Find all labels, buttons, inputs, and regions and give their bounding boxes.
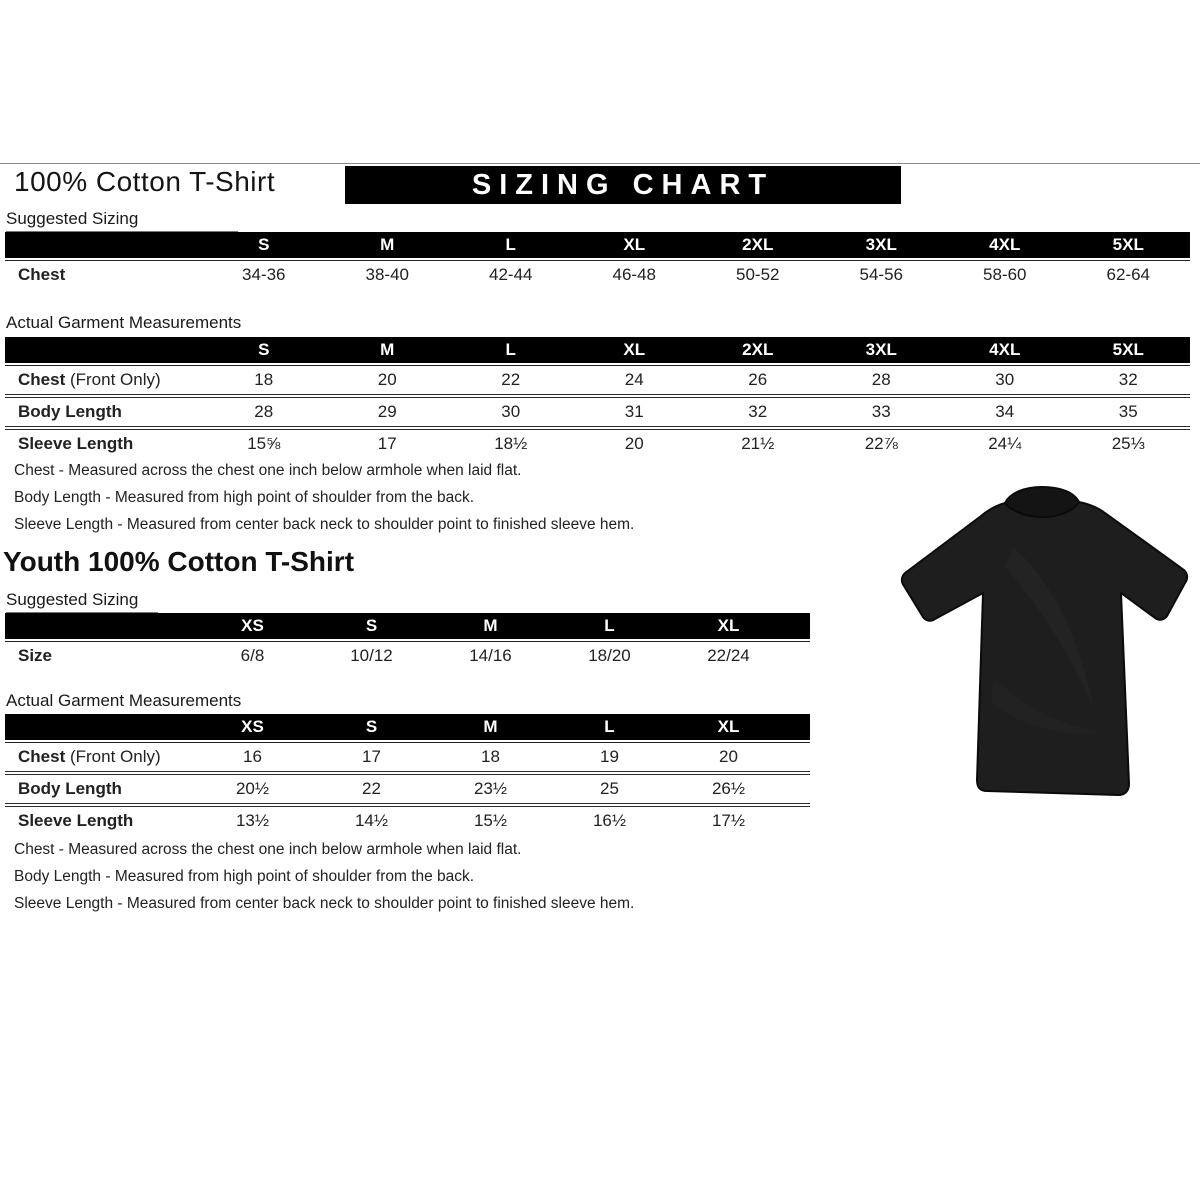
- column-header: L: [604, 616, 615, 635]
- table-cell: 33: [871, 402, 891, 421]
- table-cell: 30: [995, 370, 1015, 389]
- table-cell: 54-56: [859, 265, 903, 284]
- row-label: Body Length: [18, 779, 122, 798]
- table-cell: 23½: [473, 779, 508, 798]
- adult-actual-measurements-label: Actual Garment Measurements: [6, 313, 242, 332]
- youth-measurement-notes: [14, 841, 634, 922]
- table-cell: 34: [995, 402, 1015, 421]
- column-header: M: [483, 616, 498, 635]
- table-cell: 10/12: [350, 646, 393, 665]
- table-cell: 24¼: [988, 434, 1022, 453]
- adult-measurement-notes: [14, 462, 634, 543]
- table-row: [5, 807, 810, 835]
- table-cell: 17½: [711, 811, 746, 830]
- table-cell: 14/16: [469, 646, 512, 665]
- table-cell: 15½: [473, 811, 508, 830]
- table-header-row: [5, 714, 810, 740]
- table-body: [5, 641, 810, 670]
- table-cell: 16: [243, 747, 262, 766]
- table-cell: 22⅞: [864, 434, 898, 453]
- youth-suggested-sizing-label: Suggested Sizing: [6, 590, 158, 613]
- column-header: S: [258, 235, 270, 254]
- column-header: 5XL: [1112, 235, 1144, 254]
- table-cell: 31: [624, 402, 644, 421]
- adult-suggested-sizing-table: [5, 232, 1190, 289]
- column-header: L: [505, 235, 516, 254]
- table-cell: 62-64: [1106, 265, 1150, 284]
- page-title: 100% Cotton T-Shirt: [14, 166, 276, 197]
- column-header: 2XL: [742, 235, 774, 254]
- column-header: 2XL: [742, 340, 774, 359]
- table-cell: 18/20: [588, 646, 631, 665]
- row-label: Sleeve Length: [18, 811, 134, 830]
- top-divider-line: [0, 163, 1200, 164]
- table-row: [5, 775, 810, 807]
- measurement-note: Sleeve Length - Measured from center back neck to shoulder point to finished sleeve hem.: [14, 516, 635, 533]
- table-cell: 14½: [354, 811, 389, 830]
- table-cell: 6/8: [240, 646, 265, 665]
- youth-section-title: Youth 100% Cotton T-Shirt: [3, 546, 355, 577]
- table-header-row: [5, 613, 810, 639]
- table-cell: 18: [481, 747, 500, 766]
- column-header: S: [365, 717, 378, 736]
- column-header: S: [258, 340, 270, 359]
- table-cell: 22: [501, 370, 521, 389]
- column-header: 3XL: [865, 340, 897, 359]
- table-cell: 32: [748, 402, 768, 421]
- column-header: XL: [623, 235, 646, 254]
- adult-suggested-sizing-label: Suggested Sizing: [6, 209, 238, 232]
- row-label: Sleeve Length: [18, 434, 134, 453]
- table-cell: 15⅝: [247, 434, 281, 453]
- row-label: Size: [18, 646, 53, 665]
- table-cell: 46-48: [612, 265, 656, 284]
- tshirt-photo: [893, 477, 1195, 809]
- table-cell: 25⅓: [1111, 434, 1145, 453]
- measurement-note: Body Length - Measured from high point of shoulder from the back.: [14, 489, 475, 506]
- table-row: [5, 366, 1190, 398]
- column-header: 5XL: [1112, 340, 1144, 359]
- table-cell: 20: [377, 370, 397, 389]
- column-header: S: [365, 616, 378, 635]
- column-header: XL: [623, 340, 646, 359]
- table-cell: 21½: [741, 434, 775, 453]
- table-cell: 13½: [235, 811, 270, 830]
- table-body: [5, 742, 810, 835]
- table-cell: 30: [501, 402, 521, 421]
- column-header: 3XL: [865, 235, 897, 254]
- table-cell: 18½: [494, 434, 528, 453]
- table-cell: 35: [1118, 402, 1138, 421]
- table-cell: 18: [254, 370, 274, 389]
- column-header: L: [604, 717, 615, 736]
- table-body: [5, 260, 1190, 289]
- table-cell: 29: [377, 402, 397, 421]
- measurement-note: Chest - Measured across the chest one inch below armhole when laid flat.: [14, 462, 522, 479]
- table-row: [5, 430, 1190, 458]
- column-header: XL: [717, 616, 740, 635]
- youth-suggested-sizing-table: [5, 613, 810, 670]
- adult-actual-measurements-table: [5, 337, 1190, 458]
- table-cell: 28: [254, 402, 274, 421]
- table-cell: 28: [871, 370, 891, 389]
- table-cell: 17: [377, 434, 397, 453]
- table-cell: 58-60: [983, 265, 1027, 284]
- table-body: [5, 365, 1190, 458]
- sizing-chart-banner: [345, 166, 901, 204]
- row-label: Chest: [18, 265, 66, 284]
- table-row: [5, 642, 810, 670]
- table-header-row: [5, 337, 1190, 363]
- table-header-row: [5, 232, 1190, 258]
- table-cell: 22: [362, 779, 381, 798]
- table-cell: 25: [600, 779, 619, 798]
- measurement-note: Chest - Measured across the chest one inch below armhole when laid flat.: [14, 841, 522, 858]
- measurement-note: Sleeve Length - Measured from center back neck to shoulder point to finished sleeve hem.: [14, 895, 635, 912]
- table-cell: 32: [1118, 370, 1138, 389]
- column-header: 4XL: [989, 235, 1021, 254]
- table-cell: 24: [624, 370, 644, 389]
- table-cell: 20: [624, 434, 644, 453]
- youth-actual-measurements-table: [5, 714, 810, 835]
- column-header: XS: [241, 717, 264, 736]
- table-cell: 20½: [235, 779, 270, 798]
- column-header: XL: [717, 717, 740, 736]
- row-label: Chest (Front Only): [18, 370, 161, 389]
- youth-actual-measurements-label: Actual Garment Measurements: [6, 691, 242, 710]
- column-header: M: [483, 717, 498, 736]
- tshirt-body-shape: [902, 502, 1187, 795]
- table-cell: 26½: [711, 779, 746, 798]
- column-header: XS: [241, 616, 264, 635]
- table-row: [5, 743, 810, 775]
- table-cell: 50-52: [736, 265, 780, 284]
- table-cell: 16½: [592, 811, 627, 830]
- table-row: [5, 261, 1190, 289]
- sizing-chart-banner-text: SIZING CHART: [471, 168, 775, 201]
- table-cell: 19: [600, 747, 619, 766]
- column-header: L: [505, 340, 516, 359]
- column-header: 4XL: [989, 340, 1021, 359]
- measurement-note: Body Length - Measured from high point of shoulder from the back.: [14, 868, 475, 885]
- column-header: M: [380, 235, 395, 254]
- tshirt-image: [893, 477, 1195, 809]
- table-cell: 38-40: [365, 265, 409, 284]
- row-label: Chest (Front Only): [18, 747, 161, 766]
- table-cell: 20: [719, 747, 738, 766]
- table-cell: 17: [362, 747, 381, 766]
- row-label: Body Length: [18, 402, 122, 421]
- table-cell: 42-44: [489, 265, 533, 284]
- column-header: M: [380, 340, 395, 359]
- table-row: [5, 398, 1190, 430]
- table-cell: 34-36: [242, 265, 286, 284]
- table-cell: 22/24: [707, 646, 750, 665]
- table-cell: 26: [748, 370, 768, 389]
